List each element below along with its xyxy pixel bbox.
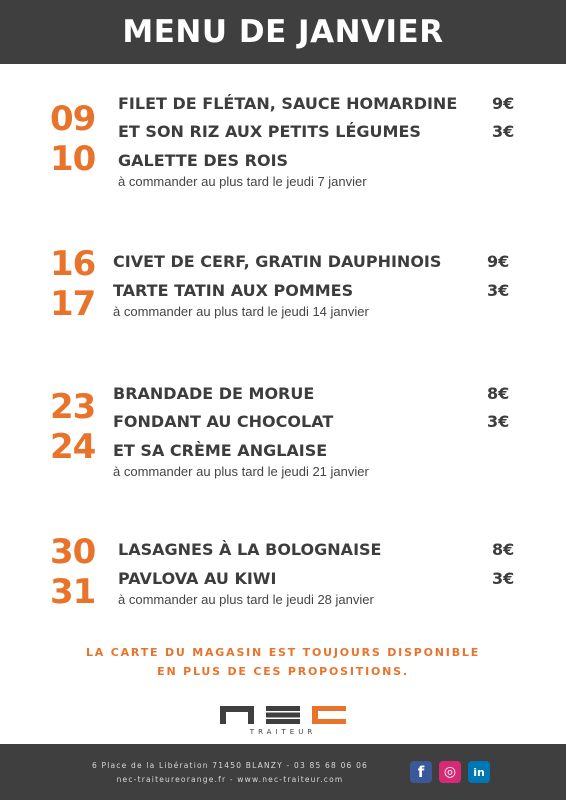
dish-name: ET SA CRÈME ANGLAISE (113, 441, 328, 460)
dish-price: 9€ (487, 252, 510, 271)
dish-name: FILET DE FLÉTAN, SAUCE HOMARDINE (118, 94, 458, 113)
week-dates (50, 532, 95, 612)
facebook-icon[interactable]: f (410, 761, 432, 783)
week-dates (50, 387, 95, 467)
dish-price: 8€ (492, 540, 515, 559)
nec-logo-mark (220, 704, 346, 728)
order-deadline: à commander au plus tard le jeudi 28 janvier (118, 592, 374, 607)
dish-price: 8€ (487, 384, 510, 403)
dish-name: TARTE TATIN AUX POMMES (113, 281, 354, 300)
notice-line-2: EN PLUS DE CES PROPOSITIONS. (157, 665, 409, 678)
dish-price: 3€ (492, 122, 515, 141)
dish-name: GALETTE DES ROIS (118, 151, 289, 170)
dish-name: CIVET DE CERF, GRATIN DAUPHINOIS (113, 252, 442, 271)
footer-websites[interactable]: nec-traiteureorange.fr - www.nec-traiteur.com (116, 775, 344, 784)
date-start: 09 (50, 99, 96, 139)
dish-name: LASAGNES À LA BOLOGNAISE (118, 540, 382, 559)
dish-name: BRANDADE DE MORUE (113, 384, 315, 403)
week-dates (50, 99, 95, 179)
date-end: 31 (50, 572, 96, 612)
order-deadline: à commander au plus tard le jeudi 21 janvier (113, 464, 369, 479)
dish-name: PAVLOVA AU KIWI (118, 569, 277, 588)
date-start: 23 (50, 387, 96, 427)
menu-header (0, 0, 566, 64)
date-end: 10 (50, 139, 96, 179)
page-title: MENU DE JANVIER (122, 14, 444, 50)
order-deadline: à commander au plus tard le jeudi 14 janvier (113, 304, 369, 319)
date-end: 24 (50, 427, 96, 467)
footer-address: 6 Place de la Libération 71450 BLANZY - 03 85 68 06 06 (91, 761, 369, 770)
dish-price: 3€ (487, 412, 510, 431)
date-end: 17 (50, 284, 96, 324)
logo-subtitle: TRAITEUR (249, 728, 317, 736)
dish-name: FONDANT AU CHOCOLAT (113, 412, 334, 431)
dish-price: 3€ (487, 281, 510, 300)
notice-line-1: LA CARTE DU MAGASIN EST TOUJOURS DISPONIBLE (85, 646, 481, 659)
dish-price: 3€ (492, 569, 515, 588)
dish-name: ET SON RIZ AUX PETITS LÉGUMES (118, 122, 421, 141)
footer (0, 744, 566, 800)
dish-price: 9€ (492, 94, 515, 113)
week-dates (50, 244, 95, 324)
date-start: 16 (50, 244, 96, 284)
date-start: 30 (50, 532, 96, 572)
linkedin-icon[interactable]: in (468, 761, 490, 783)
nec-traiteur-logo (220, 704, 346, 738)
instagram-icon[interactable]: ◎ (439, 761, 461, 783)
order-deadline: à commander au plus tard le jeudi 7 janvier (118, 174, 367, 189)
store-menu-notice (0, 643, 566, 681)
